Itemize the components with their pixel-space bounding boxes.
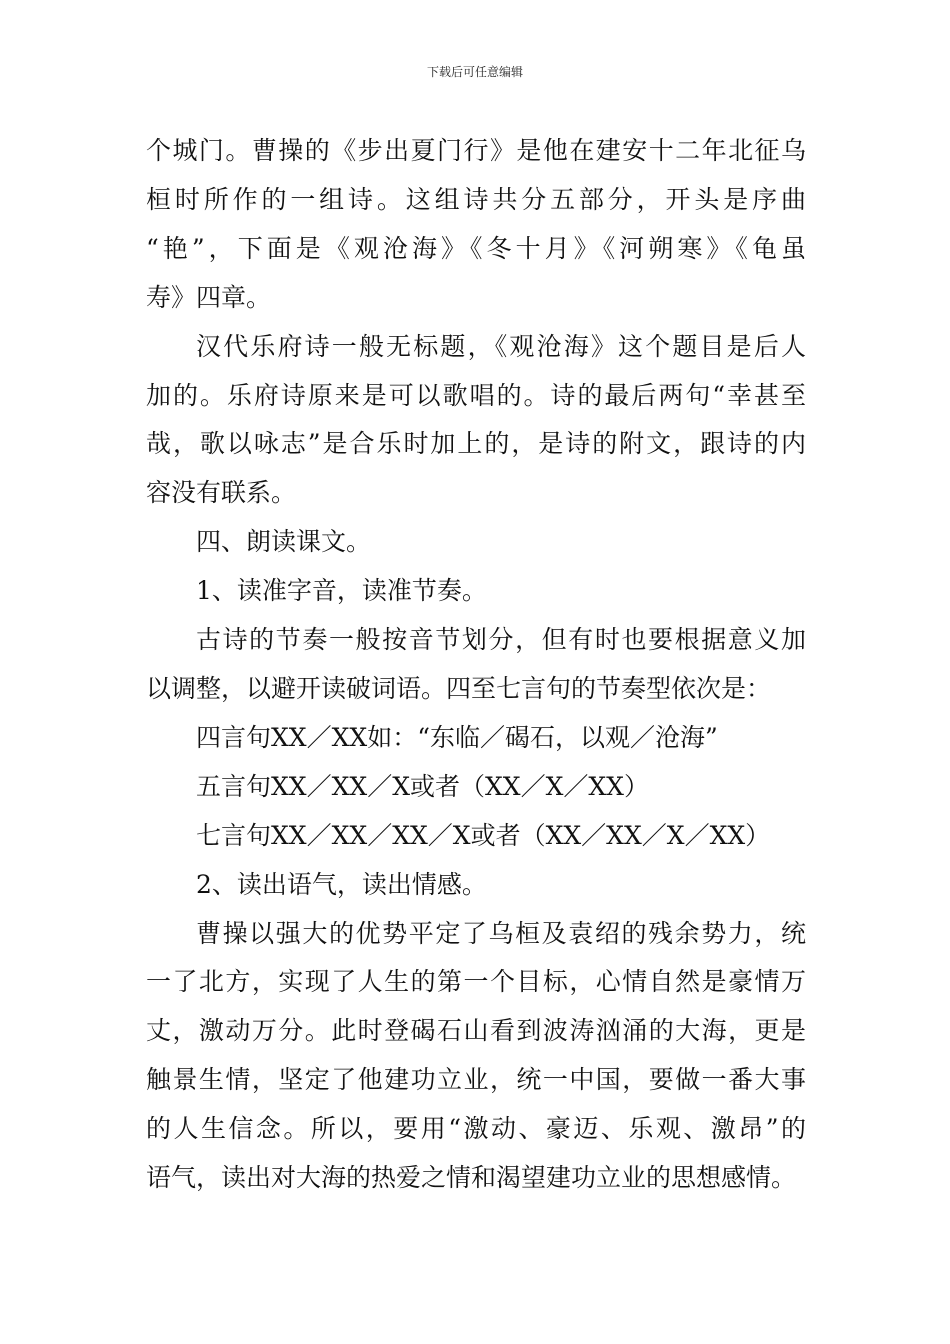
text-line: 以调整，以避开读破词语。四至七言句的节奏型依次是： xyxy=(146,673,772,703)
text-line: 的人生信念。所以，要用“激动、豪迈、乐观、激昂”的 xyxy=(146,1114,806,1144)
rhythm-example xyxy=(146,714,806,763)
text-line: 汉代乐府诗一般无标题，《观沧海》这个题目是后人 xyxy=(196,331,806,361)
text-line: 触景生情，坚定了他建功立业，统一中国，要做一番大事 xyxy=(146,1065,806,1095)
text-line: 1、读准字音，读准节奏。 xyxy=(196,576,487,606)
text-line: 哉，歌以咏志”是合乐时加上的，是诗的附文，跟诗的内 xyxy=(146,429,806,459)
rhythm-example xyxy=(146,812,806,861)
text-line: 四、朗读课文。 xyxy=(196,527,372,557)
text-line: 2、读出语气，读出情感。 xyxy=(196,869,487,899)
text-line: 七言句XX／XX／XX／X或者（XX／XX／X／XX） xyxy=(196,820,771,850)
page-header: 下载后可任意编辑 xyxy=(426,65,523,79)
paragraph xyxy=(146,616,806,714)
text-line: 一了北方，实现了人生的第一个目标，心情自然是豪情万 xyxy=(146,967,806,997)
text-line: “艳”，下面是《观沧海》《冬十月》《河朔寒》《龟虽 xyxy=(146,233,806,263)
text-line: 容没有联系。 xyxy=(146,478,297,508)
text-line: 个城门。曹操的《步出夏门行》是他在建安十二年北征乌 xyxy=(146,136,806,165)
paragraph xyxy=(146,910,806,1203)
text-line: 桓时所作的一组诗。这组诗共分五部分，开头是序曲 xyxy=(146,184,806,214)
text-line: 四言句XX／XX如：“东临／碣石，以观／沧海” xyxy=(196,722,718,752)
text-line: 古诗的节奏一般按音节划分，但有时也要根据意义加 xyxy=(196,625,806,655)
text-line: 五言句XX／XX／X或者（XX／X／XX） xyxy=(196,771,649,801)
text-line: 加的。乐府诗原来是可以歌唱的。诗的最后两句“幸甚至 xyxy=(146,380,806,410)
text-line: 丈，激动万分。此时登碣石山看到波涛汹涌的大海，更是 xyxy=(146,1016,806,1046)
document-body xyxy=(146,127,806,1203)
paragraph xyxy=(146,127,806,323)
text-line: 语气，读出对大海的热爱之情和渴望建功立业的思想感情。 xyxy=(146,1163,797,1193)
subheading xyxy=(146,861,806,910)
text-line: 曹操以强大的优势平定了乌桓及袁绍的残余势力，统 xyxy=(196,918,806,948)
rhythm-example xyxy=(146,763,806,812)
section-heading xyxy=(146,518,806,567)
text-line: 寿》四章。 xyxy=(146,282,272,312)
subheading xyxy=(146,567,806,616)
paragraph xyxy=(146,323,806,519)
